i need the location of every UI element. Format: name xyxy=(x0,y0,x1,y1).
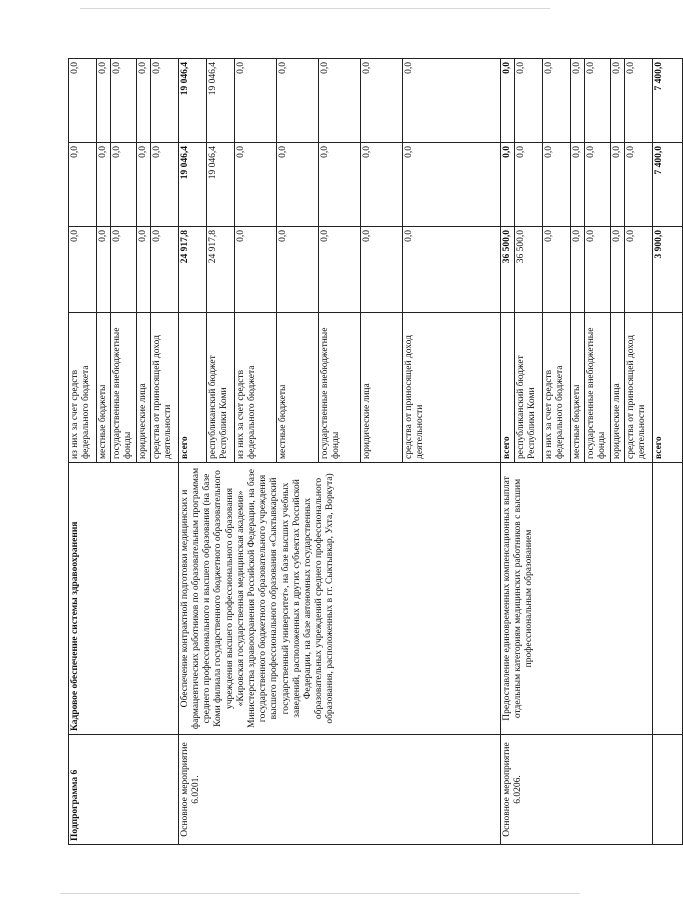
value-cell: 24 917,8 xyxy=(206,227,234,313)
value-cell: 0,0 xyxy=(610,59,624,143)
funding-table xyxy=(68,58,683,845)
value-cell: 0,0 xyxy=(543,59,571,143)
value-cell: 0,0 xyxy=(360,59,402,143)
value-cell: 0,0 xyxy=(402,59,500,143)
program-title: Кадровое обеспечение системы здравоохранения xyxy=(69,463,179,735)
source-cell: местные бюджеты xyxy=(571,313,585,463)
source-cell: всего xyxy=(178,313,206,463)
value-cell: 36 500,0 xyxy=(500,227,514,313)
value-cell: 7 400,0 xyxy=(652,143,682,227)
value-cell: 0,0 xyxy=(585,227,610,313)
value-cell: 0,0 xyxy=(624,143,652,227)
table-row xyxy=(178,59,206,845)
source-cell: из них за счет средств федерального бюджета xyxy=(69,313,97,463)
value-cell: 0,0 xyxy=(69,227,97,313)
measure-title: Предоставление единовременных компенсационных выплат отдельным категориям медицинских работников с высшим профессиональным образованием xyxy=(500,463,652,735)
value-cell: 24 917,8 xyxy=(178,227,206,313)
value-cell: 0,0 xyxy=(150,143,178,227)
value-cell: 0,0 xyxy=(234,143,276,227)
source-cell: местные бюджеты xyxy=(276,313,318,463)
next-title-cell xyxy=(652,463,682,735)
value-cell: 0,0 xyxy=(624,59,652,143)
value-cell: 0,0 xyxy=(136,59,150,143)
value-cell: 0,0 xyxy=(276,227,318,313)
source-cell: государственные внебюджетные фонды xyxy=(585,313,610,463)
value-cell: 0,0 xyxy=(318,227,360,313)
source-cell: всего xyxy=(652,313,682,463)
value-cell: 0,0 xyxy=(136,227,150,313)
source-cell: государственные внебюджетные фонды xyxy=(111,313,136,463)
measure-label: Основное мероприятие 6.0201. xyxy=(178,735,500,845)
value-cell: 0,0 xyxy=(360,143,402,227)
value-cell: 0,0 xyxy=(402,143,500,227)
value-cell: 0,0 xyxy=(571,143,585,227)
program-label: Подпрограмма 6 xyxy=(69,735,179,845)
value-cell: 19 046,4 xyxy=(178,143,206,227)
value-cell: 0,0 xyxy=(500,143,514,227)
value-cell: 0,0 xyxy=(585,143,610,227)
value-cell: 0,0 xyxy=(97,59,111,143)
source-cell: республиканский бюджет Республики Коми xyxy=(206,313,234,463)
source-cell: юридические лица xyxy=(136,313,150,463)
next-label-cell xyxy=(652,735,682,845)
value-cell: 0,0 xyxy=(136,143,150,227)
value-cell: 0,0 xyxy=(624,227,652,313)
source-cell: из них за счет средств федерального бюджета xyxy=(543,313,571,463)
value-cell: 0,0 xyxy=(276,59,318,143)
source-cell: республиканский бюджет Республики Коми xyxy=(515,313,543,463)
rotated-table-wrapper xyxy=(68,59,664,845)
table-row xyxy=(69,59,97,845)
scan-edge-top xyxy=(80,8,550,9)
source-cell: государственные внебюджетные фонды xyxy=(318,313,360,463)
value-cell: 0,0 xyxy=(69,143,97,227)
value-cell: 0,0 xyxy=(69,59,97,143)
source-cell: средства от приносящей доход деятельности xyxy=(624,313,652,463)
source-cell: средства от приносящей доход деятельности xyxy=(150,313,178,463)
value-cell: 0,0 xyxy=(97,227,111,313)
source-cell: юридические лица xyxy=(610,313,624,463)
value-cell: 0,0 xyxy=(571,59,585,143)
value-cell: 19 046,4 xyxy=(206,59,234,143)
value-cell: 0,0 xyxy=(610,227,624,313)
value-cell: 0,0 xyxy=(318,143,360,227)
value-cell: 0,0 xyxy=(150,227,178,313)
value-cell: 0,0 xyxy=(276,143,318,227)
value-cell: 0,0 xyxy=(571,227,585,313)
value-cell: 0,0 xyxy=(360,227,402,313)
value-cell: 7 400,0 xyxy=(652,59,682,143)
value-cell: 0,0 xyxy=(111,59,136,143)
measure-title: Обеспечение контрактной подготовки медицинских и фармацевтических работников по образовательным программам среднего профессионального и высшего образования (на базе Коми филиала государственного бюджетного образовательного учреждения высшего профессионального образования «Кировская государственная медицинская академия» Министерства здравоохранения Российской Федерации, на базе государственного бюджетного образовательного учреждения высшего профессионального образования «Сыктывкарский государственный университет», на базе высших учебных заведений, расположенных в других субъектах Российской Федерации, на базе автономных государственных образовательных учреждений среднего профессионального образования, расположенных в гг. Сыктывкар, Ухта, Воркута) xyxy=(178,463,500,735)
scan-edge-bottom xyxy=(60,893,580,894)
value-cell: 0,0 xyxy=(585,59,610,143)
value-cell: 0,0 xyxy=(111,143,136,227)
value-cell: 0,0 xyxy=(234,59,276,143)
source-cell: из них за счет средств федерального бюджета xyxy=(234,313,276,463)
value-cell: 0,0 xyxy=(150,59,178,143)
value-cell: 0,0 xyxy=(543,227,571,313)
value-cell: 0,0 xyxy=(610,143,624,227)
value-cell: 0,0 xyxy=(97,143,111,227)
measure-label: Основное мероприятие 6.0206. xyxy=(500,735,652,845)
table-row xyxy=(500,59,514,845)
value-cell: 36 500,0 xyxy=(515,227,543,313)
table-row xyxy=(652,59,682,845)
source-cell: всего xyxy=(500,313,514,463)
source-cell: средства от приносящей доход деятельности xyxy=(402,313,500,463)
value-cell: 3 900,0 xyxy=(652,227,682,313)
value-cell: 0,0 xyxy=(515,59,543,143)
value-cell: 0,0 xyxy=(111,227,136,313)
value-cell: 0,0 xyxy=(515,143,543,227)
value-cell: 0,0 xyxy=(543,143,571,227)
value-cell: 0,0 xyxy=(318,59,360,143)
source-cell: юридические лица xyxy=(360,313,402,463)
value-cell: 0,0 xyxy=(500,59,514,143)
value-cell: 0,0 xyxy=(234,227,276,313)
value-cell: 0,0 xyxy=(402,227,500,313)
source-cell: местные бюджеты xyxy=(97,313,111,463)
value-cell: 19 046,4 xyxy=(206,143,234,227)
value-cell: 19 046,4 xyxy=(178,59,206,143)
